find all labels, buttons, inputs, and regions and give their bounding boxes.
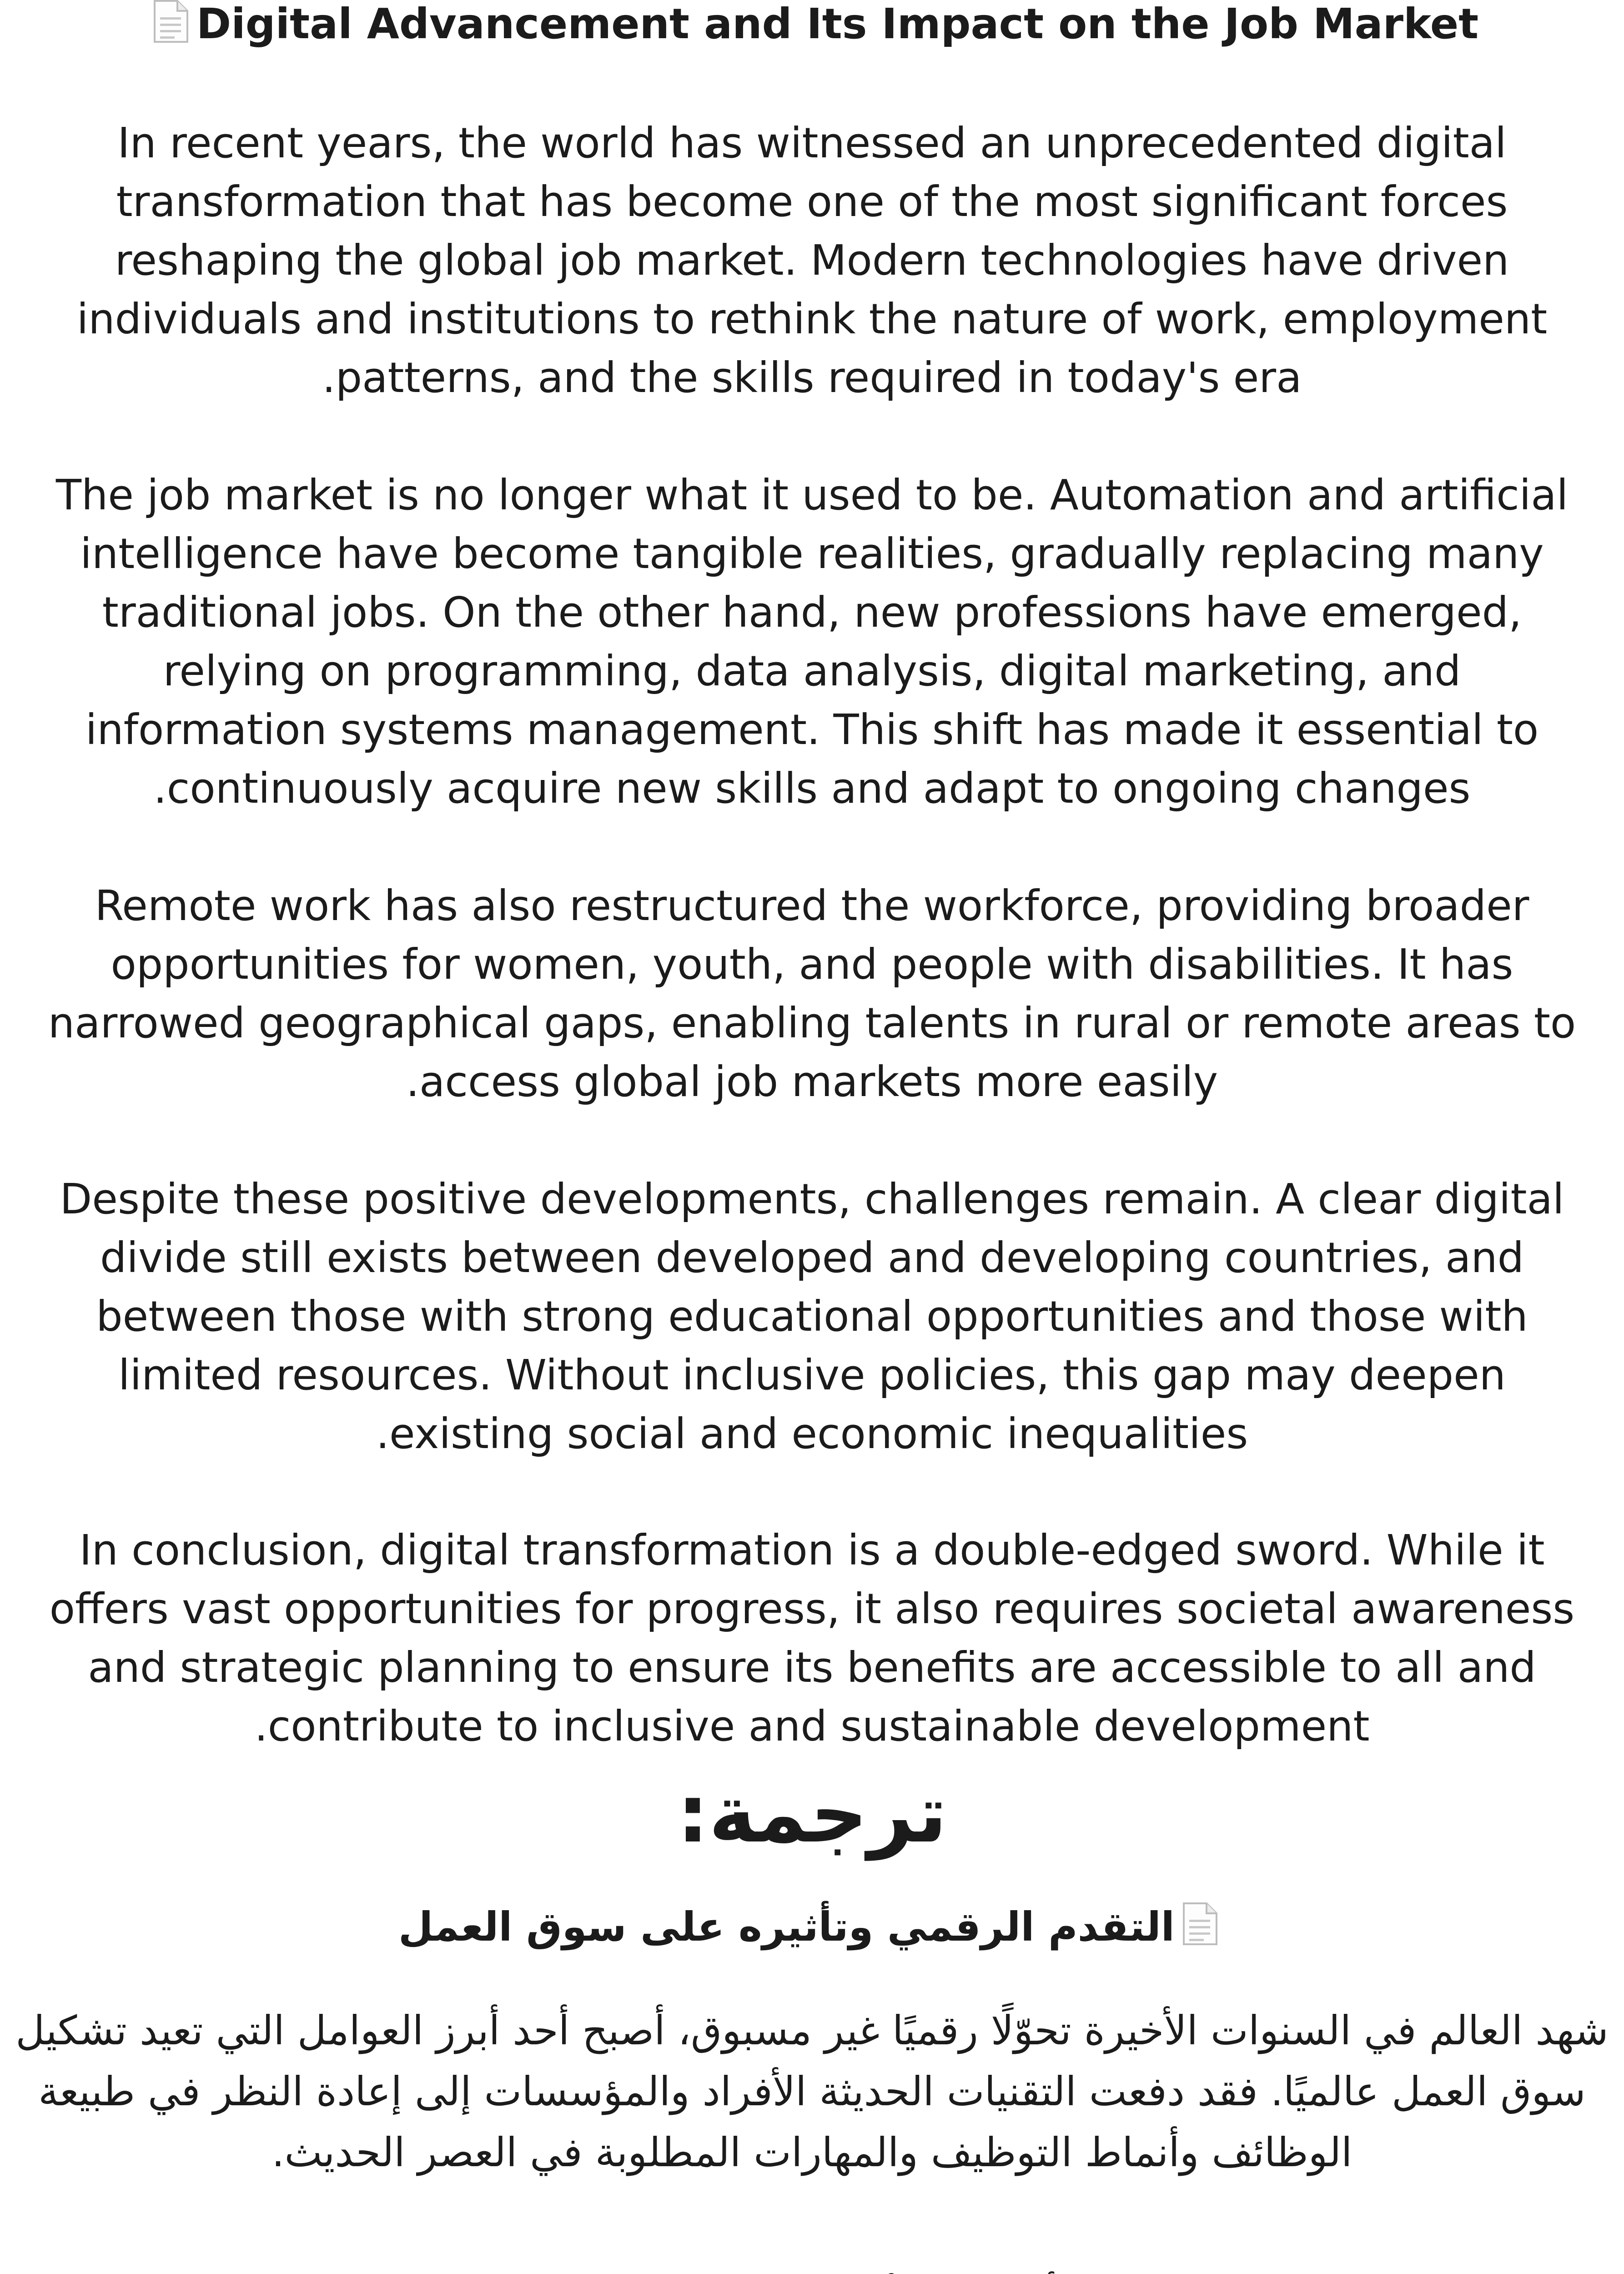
arabic-title — [36, 1902, 1588, 1952]
english-paragraph-4: Despite these positive developments, challenges remain. A clear digital divide still exists between developed and developing countries, and between those with strong educational opportunities and those with limited resources. Without inclusive policies, this gap may deepen existing social and economic inequalities. — [60, 1175, 1564, 1458]
arabic-paragraph-1: شهد العالم في السنوات الأخيرة تحوّلًا رقميًا غير مسبوق، أصبح أحد أبرز العوامل التي تعيد تشكيل سوق العمل عالميًا. فقد دفعت التقنيات الحديثة الأفراد والمؤسسات إلى إعادة النظر في طبيعة الوظائف وأنماط التوظيف والمهارات المطلوبة في العصر الحديث. — [15, 2007, 1609, 2176]
english-title — [36, 0, 1588, 49]
english-paragraph-1: In recent years, the world has witnessed an unprecedented digital transformation that has become one of the most significant forces reshaping the global job market. Modern technologies have driven individuals and institutions to rethink the nature of work, employment patterns, and the skills required in today's era. — [76, 119, 1548, 402]
english-paragraph-5: In conclusion, digital transformation is a double-edged sword. While it offers vast opportunities for progress, it also requires societal awareness and strategic planning to ensure its benefits are accessible to all and contribute to inclusive and sustainable development. — [49, 1526, 1575, 1751]
translation-heading: ترجمة: — [677, 1768, 947, 1861]
arabic-paragraph-2 — [5, 2267, 1619, 2274]
english-title-text: Digital Advancement and Its Impact on the Job Market — [196, 0, 1479, 48]
document-icon — [1182, 1902, 1218, 1946]
english-paragraph-2: The job market is no longer what it used to be. Automation and artificial intelligence have become tangible realities, gradually replacing many traditional jobs. On the other hand, new professions have emerged, relying on programming, data analysis, digital marketing, and information systems management. This shift has made it essential to continuously acquire new skills and adapt to ongoing changes. — [55, 471, 1569, 813]
english-paragraph-3: Remote work has also restructured the workforce, providing broader opportunities for women, youth, and people with disabilities. It has narrowed geographical gaps, enabling talents in rural or remote areas to access global job markets more easily. — [48, 881, 1576, 1106]
document-icon — [153, 0, 189, 44]
arabic-title-text: التقدم الرقمي وتأثيره على سوق العمل — [398, 1903, 1175, 1950]
